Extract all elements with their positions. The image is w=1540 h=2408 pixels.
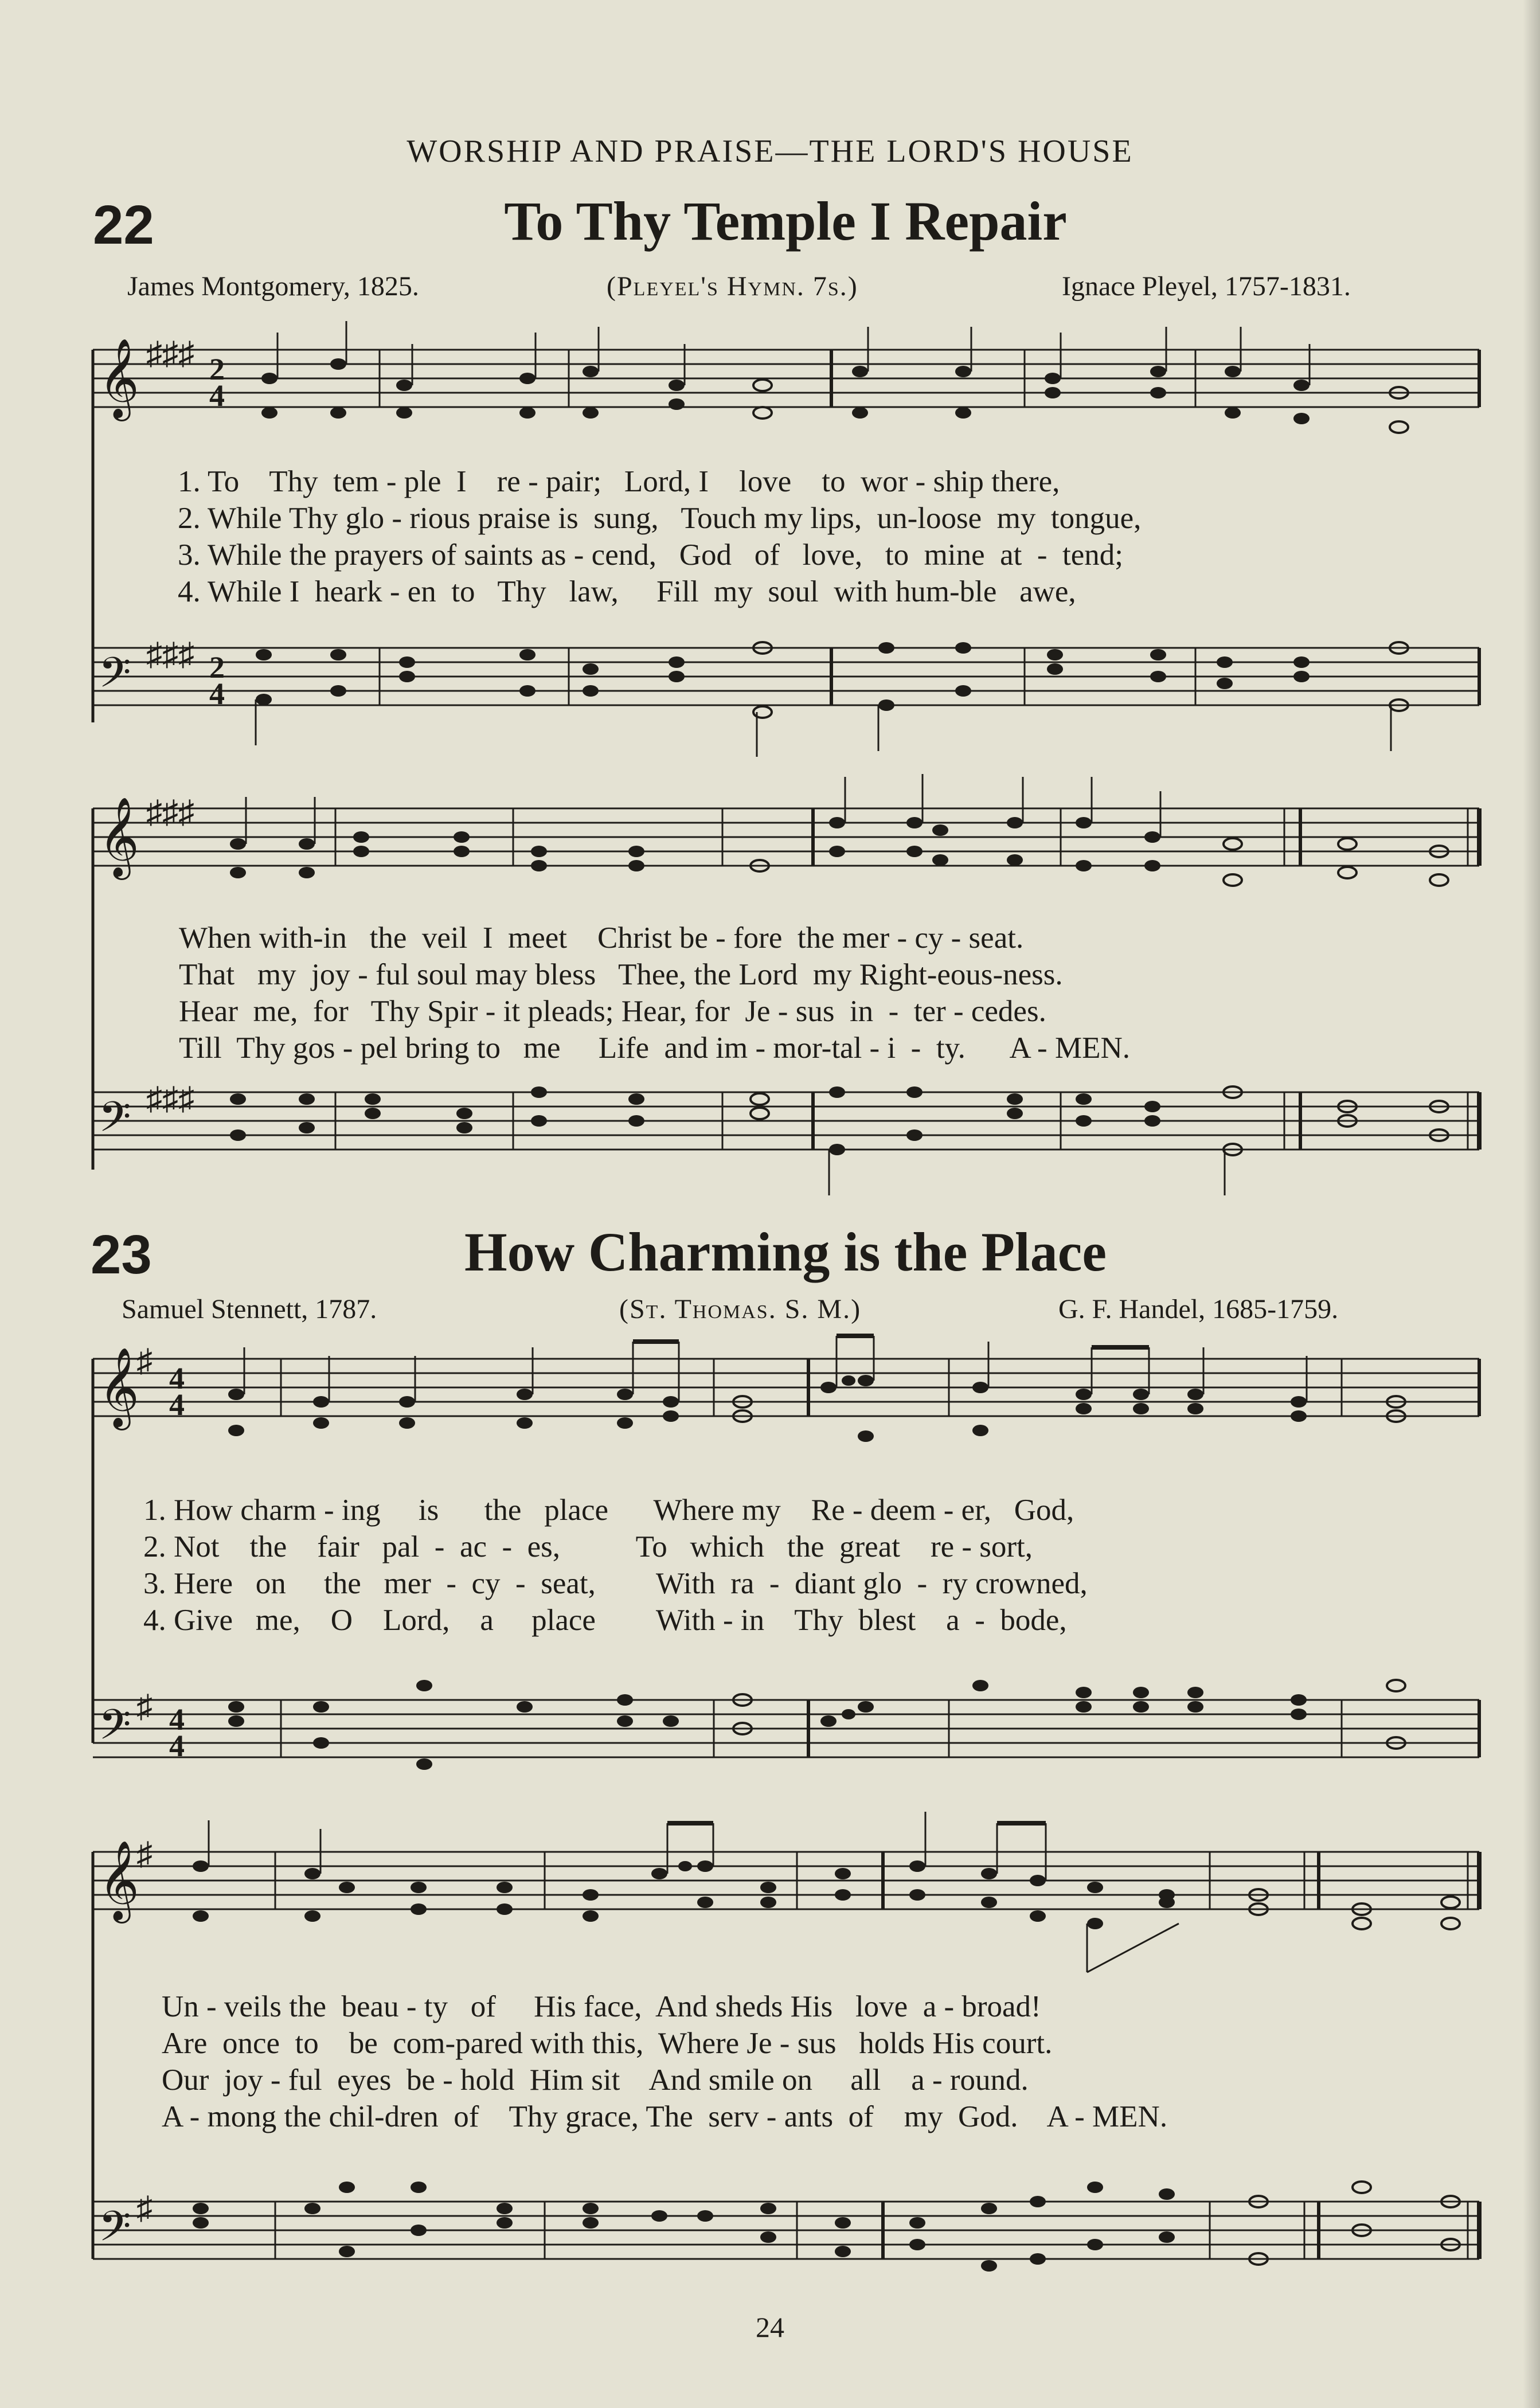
bass-clef-icon: 𝄢 bbox=[99, 651, 131, 706]
bass-notes bbox=[193, 2182, 1460, 2272]
verse-line: 3. While the prayers of saints as - cend, God of love, to mine at - tend; bbox=[178, 538, 1123, 572]
key-signature-icon: ♯♯♯ bbox=[146, 1081, 194, 1117]
time-signature-top: 2 bbox=[209, 352, 225, 386]
key-signature-icon: ♯♯♯ bbox=[146, 637, 194, 673]
verse-line: 4. Give me, O Lord, a place With - in Thy blest a - bode, bbox=[143, 1604, 1067, 1637]
key-signature-icon: ♯ bbox=[136, 2191, 153, 2226]
time-signature-top: 4 bbox=[169, 1702, 185, 1737]
verse-line: Our joy - ful eyes be - hold Him sit And smile on all a - round. bbox=[162, 2063, 1029, 2097]
hymn-title: How Charming is the Place bbox=[464, 1221, 1107, 1283]
verse-line: That my joy - ful soul may bless Thee, the Lord my Right-eous-ness. bbox=[179, 958, 1063, 991]
verse-line: Hear me, for Thy Spir - it pleads; Hear, for Je - sus in - ter - cedes. bbox=[179, 995, 1046, 1028]
bass-staff bbox=[93, 1700, 1479, 1757]
notes bbox=[261, 358, 1408, 433]
page-edge-shadow bbox=[1523, 0, 1540, 2408]
time-signature-bottom: 4 bbox=[169, 1729, 185, 1763]
section-header: WORSHIP AND PRAISE—THE LORD'S HOUSE bbox=[407, 134, 1133, 169]
time-signature-bottom: 4 bbox=[209, 677, 225, 711]
treble-clef-icon: 𝄞 bbox=[99, 1842, 139, 1918]
bass-staff bbox=[93, 2202, 1479, 2259]
time-signature-bottom: 4 bbox=[169, 1387, 185, 1422]
verse-line: A - mong the chil-dren of Thy grace, The serv - ants of my God. A - MEN. bbox=[162, 2100, 1168, 2133]
time-signature-bottom: 4 bbox=[209, 378, 225, 413]
bass-notes bbox=[228, 1680, 1405, 1770]
verse-line: 1. To Thy tem - ple I re - pair; Lord, I love to wor - ship there, bbox=[178, 465, 1060, 498]
key-signature-icon: ♯ bbox=[136, 1343, 153, 1379]
hymn-title: To Thy Temple I Repair bbox=[504, 190, 1067, 252]
page-number: 24 bbox=[756, 2311, 784, 2343]
time-signature-top: 2 bbox=[209, 650, 225, 685]
stems bbox=[209, 1812, 1179, 1972]
verse-line: 2. While Thy glo - rious praise is sung, Touch my lips, un-loose my tongue, bbox=[178, 502, 1142, 535]
key-signature-icon: ♯ bbox=[136, 1689, 153, 1725]
verse-line: Are once to be com-pared with this, Where Je - sus holds His court. bbox=[162, 2027, 1053, 2060]
treble-clef-icon: 𝄞 bbox=[99, 338, 139, 418]
hymn-number: 22 bbox=[93, 194, 154, 256]
composer-credit: G. F. Handel, 1685-1759. bbox=[1058, 1294, 1339, 1324]
time-signature-top: 4 bbox=[169, 1361, 185, 1395]
key-signature-icon: ♯♯♯ bbox=[146, 795, 194, 830]
verse-line: 2. Not the fair pal - ac - es, To which the great re - sort, bbox=[143, 1530, 1033, 1563]
notes bbox=[228, 1375, 1405, 1442]
author-credit: James Montgomery, 1825. bbox=[127, 271, 419, 302]
treble-clef-icon: 𝄞 bbox=[99, 1349, 139, 1425]
verse-line: 4. While I heark - en to Thy law, Fill my soul with hum-ble awe, bbox=[178, 575, 1076, 608]
key-signature-icon: ♯ bbox=[136, 1836, 153, 1872]
tune-name: (Pleyel's Hymn. 7s.) bbox=[607, 271, 858, 302]
verse-line: Till Thy gos - pel bring to me Life and im - mor-tal - i - ty. A - MEN. bbox=[179, 1031, 1130, 1065]
bass-clef-icon: 𝄢 bbox=[99, 2204, 131, 2260]
verse-line: 1. How charm - ing is the place Where my Re - deem - er, God, bbox=[143, 1494, 1074, 1527]
author-credit: Samuel Stennett, 1787. bbox=[122, 1294, 377, 1324]
bass-staff bbox=[93, 648, 1479, 705]
verse-line: Un - veils the beau - ty of His face, And sheds His love a - broad! bbox=[162, 1990, 1041, 2023]
verse-line: 3. Here on the mer - cy - seat, With ra - diant glo - ry crowned, bbox=[143, 1567, 1088, 1600]
hymn-number: 23 bbox=[91, 1224, 152, 1285]
verse-line: When with-in the veil I meet Christ be - fore the mer - cy - seat. bbox=[179, 921, 1024, 955]
key-signature-icon: ♯♯♯ bbox=[146, 336, 194, 372]
tune-name: (St. Thomas. S. M.) bbox=[619, 1294, 862, 1324]
treble-clef-icon: 𝄞 bbox=[99, 799, 139, 875]
bass-clef-icon: 𝄢 bbox=[99, 1095, 131, 1151]
composer-credit: Ignace Pleyel, 1757-1831. bbox=[1062, 271, 1351, 302]
bass-clef-icon: 𝄢 bbox=[99, 1703, 131, 1758]
